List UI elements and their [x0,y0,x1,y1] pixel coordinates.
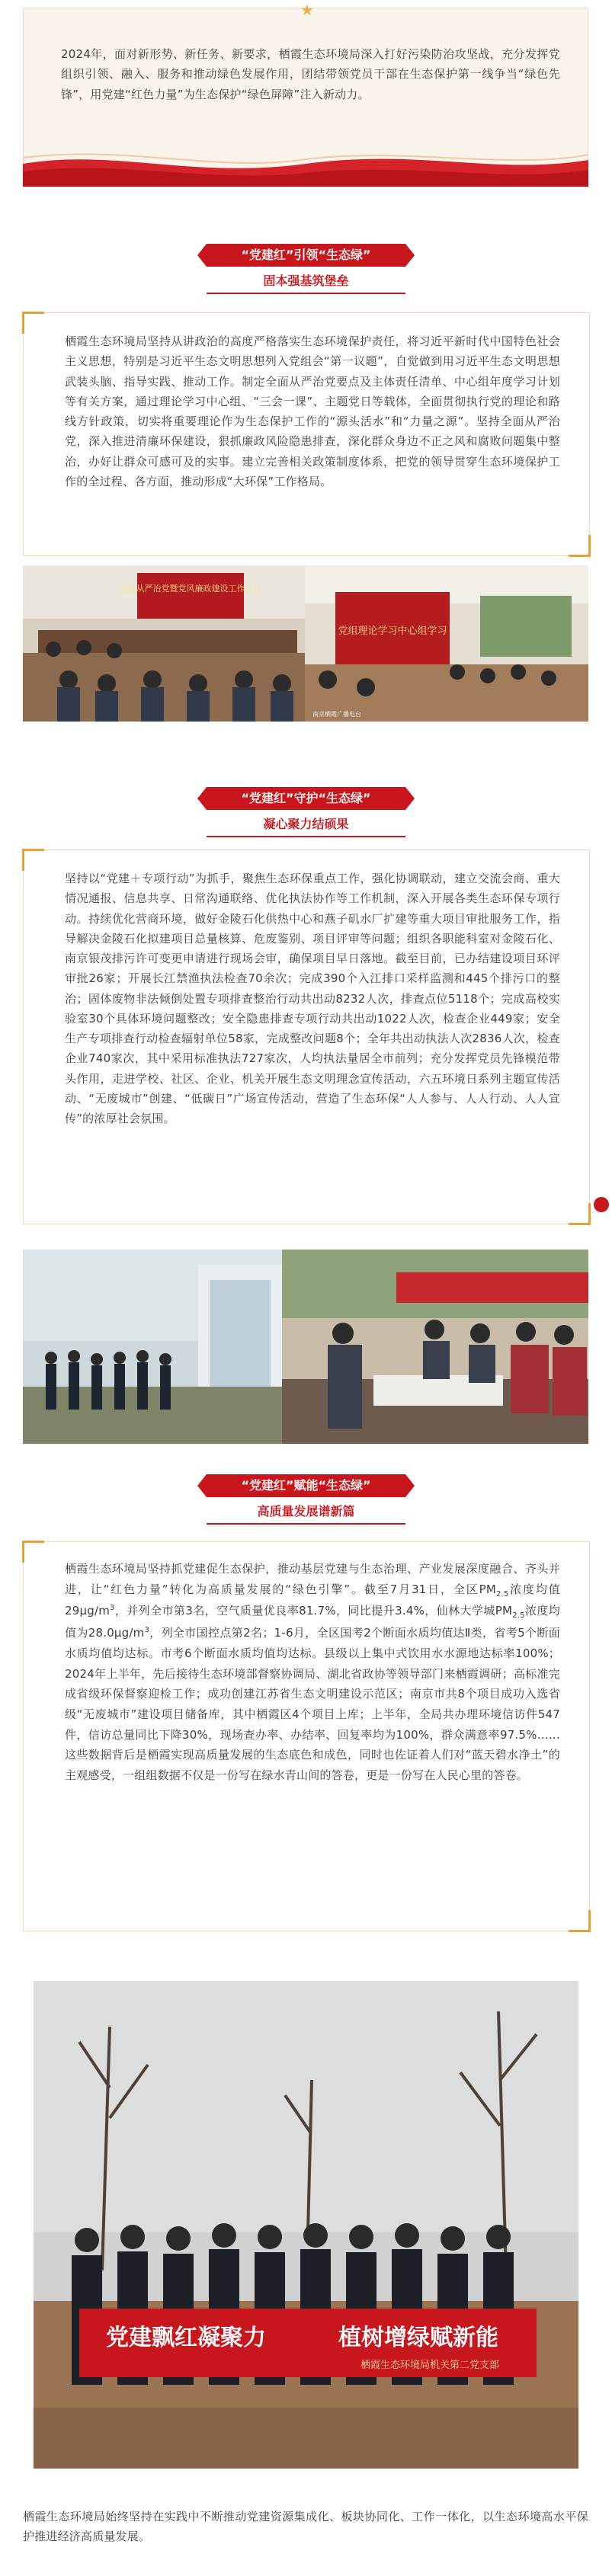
outreach-photo-right [282,1250,588,1444]
section1-title: “党建红”引领“生态绿” [207,244,405,267]
inspection-photo-left [23,1250,282,1444]
section3-text: 栖霞生态环境局坚持抓党建促生态保护，推动基层党建与生态治理、产业发展深度融合、齐头并进，让“红色力量”转化为高质量发展的“绿色引擎”。截至7月31日，全区$PM_{2.5}$浓度均值$29\mu g/m^3$，并列全市第3名，空气质量优良率81.7%，同比提升3.4%，仙林大学城$PM_{2.5}$浓度均值为$28.0\mu g/m^3$，列全市国控点第2名；1-6月，全区国考2个断面水质均值达Ⅱ类，省考5个断面水质均值均达标。市考6个断面水质均值均达标。县级以上集中式饮用水水源地达标率100%；2024年上半年，先后接待生态环境部督察协调局、湖北省政协等领导部门来栖霞调研；高标准完成省级环保督察迎检工作；成功创建江苏省生态文明建设示范区；南京市共8个项目成功入选省级“无废城市”建设项目储备库，其中栖霞区4个项目上库；上半年，全局共办理环境信访件547件，信访总量同比下降30%，现场查办率、办结率、回复率均为100%，群众满意率97.5%……这些数据背后是栖霞实现高质量发展的生态底色和成色，同时也佐证着人们对“蓝天碧水净土”的主观感受，一组组数据不仅是一份写在绿水青山间的答卷，更是一份写在人民心里的答卷。 [65,1562,560,1783]
section3-subtitle: 高质量发展谱新篇 [207,1500,405,1525]
closing-text: 栖霞生态环境局始终坚持在实践中不断推动党建资源集成化、板块协同化、工作一体化，以生态环境高水平保护推进经济高质量发展。 [23,2510,588,2544]
section2-box [23,850,590,1224]
party-emblem-icon [594,1197,609,1212]
meeting-photo-left [23,565,305,722]
meeting-photo-right [305,565,588,722]
star-icon: ★ [300,1,314,19]
section2-subtitle: 凝心聚力结硕果 [207,813,405,837]
section3-box [23,1541,590,1931]
intro-box [23,1,588,187]
section2-heading [207,787,405,836]
photo-watermark: 南京栖霞广播电台 [312,711,361,718]
section3-heading [207,1474,405,1523]
section1-heading [207,244,405,293]
meeting-banner-right: 党组理论学习中心组学习 [338,625,447,636]
banner-left-text: 党建飘红凝聚力 [106,2325,266,2350]
banner-right-text: 植树增绿赋新能 [338,2325,498,2350]
section2-title: “党建红”守护“生态绿” [207,787,405,810]
section1-box [23,312,590,556]
banner-sub-text: 栖霞生态环境局机关第二党支部 [360,2359,500,2370]
section2-text: 坚持以“党建＋专项行动”为抓手，聚焦生态环保重点工作，强化协调联动，建立交流会商、重大情况通报、信息共享、日常沟通联络、优化执法协作等工作机制，深入开展各类生态环保专项行动。持续优化营商环境，做好金陵石化供热中心和燕子矶水厂扩建等重大项目审批服务工作，指导解决金陵石化拟建项目总量核算、危废鉴别、项目评审等问题；组织各职能科室对金陵石化、南京银茂排污许可变更申请进行现场会审，确保项目早日落地。截至目前，已办结建设项目环评审批26家；开展长江禁渔执法检查70余次；完成390个入江排口采样监测和445个排污口的整治；固体废物非法倾倒处置专项排查整治行动共出动8232人次，排查点位5118个；完成高校实验室30个具体环境问题整改；安全隐患排查专项行动共出动1022人次，检查企业449家；安全生产专项排查行动检查辐射单位58家，完成整改问题8个；全年共出动执法人次2836人次，检查企业740家次，其中采用标准执法727家次，人均执法量居全市前列；充分发挥党员先锋模范带头作用，走进学校、社区、企业、机关开展生态文明理念宣传活动，六五环境日系列主题宣传活动、“无废城市”创建、“低碳日”广场宣传活动，营造了生态环保“人人参与、人人行动、人人宣传”的浓厚社会氛围。 [65,872,560,1125]
meeting-banner-left: 全面从严治党暨党风廉政建设工作会议 [119,584,262,594]
section3-title: “党建红”赋能“生态绿” [207,1474,405,1497]
section1-subtitle: 固本强基筑堡垒 [207,270,405,294]
intro-text: 2024年，面对新形势、新任务、新要求，栖霞生态环境局深入打好污染防治攻坚战，充分发挥党组织引领、融入、服务和推动绿色发展作用，团结带领党员干部在生态保护第一线争当“绿色先锋”，用党建“红色力量”为生态保护“绿色屏障”注入新动力。 [61,47,560,101]
section1-text: 栖霞生态环境局坚持从讲政治的高度严格落实生态环境保护责任，将习近平新时代中国特色社会主义思想，特别是习近平生态文明思想列入党组会“第一议题”，自觉做到用习近平生态文明思想武装头脑、指导实践、推动工作。制定全面从严治党要点及主体责任清单、中心组年度学习计划等有关方案，通过理论学习中心组、“三会一课”、主题党日等载体，全面贯彻执行党的理论和路线方针政策，切实将重要理论作为生态保护工作的“源头活水”和“力量之源”。坚持全面从严治党，深入推进清廉环保建设，狠抓廉政风险隐患排查，深化群众身边不正之风和腐败问题集中整治，办好让群众可感可及的实事。建立完善相关政策制度体系，把党的领导贯穿生态环境保护工作的全过程、各方面，推动形成“大环保”工作格局。 [65,334,560,488]
red-wave-decoration [23,141,588,187]
tree-planting-photo [34,1981,578,2469]
